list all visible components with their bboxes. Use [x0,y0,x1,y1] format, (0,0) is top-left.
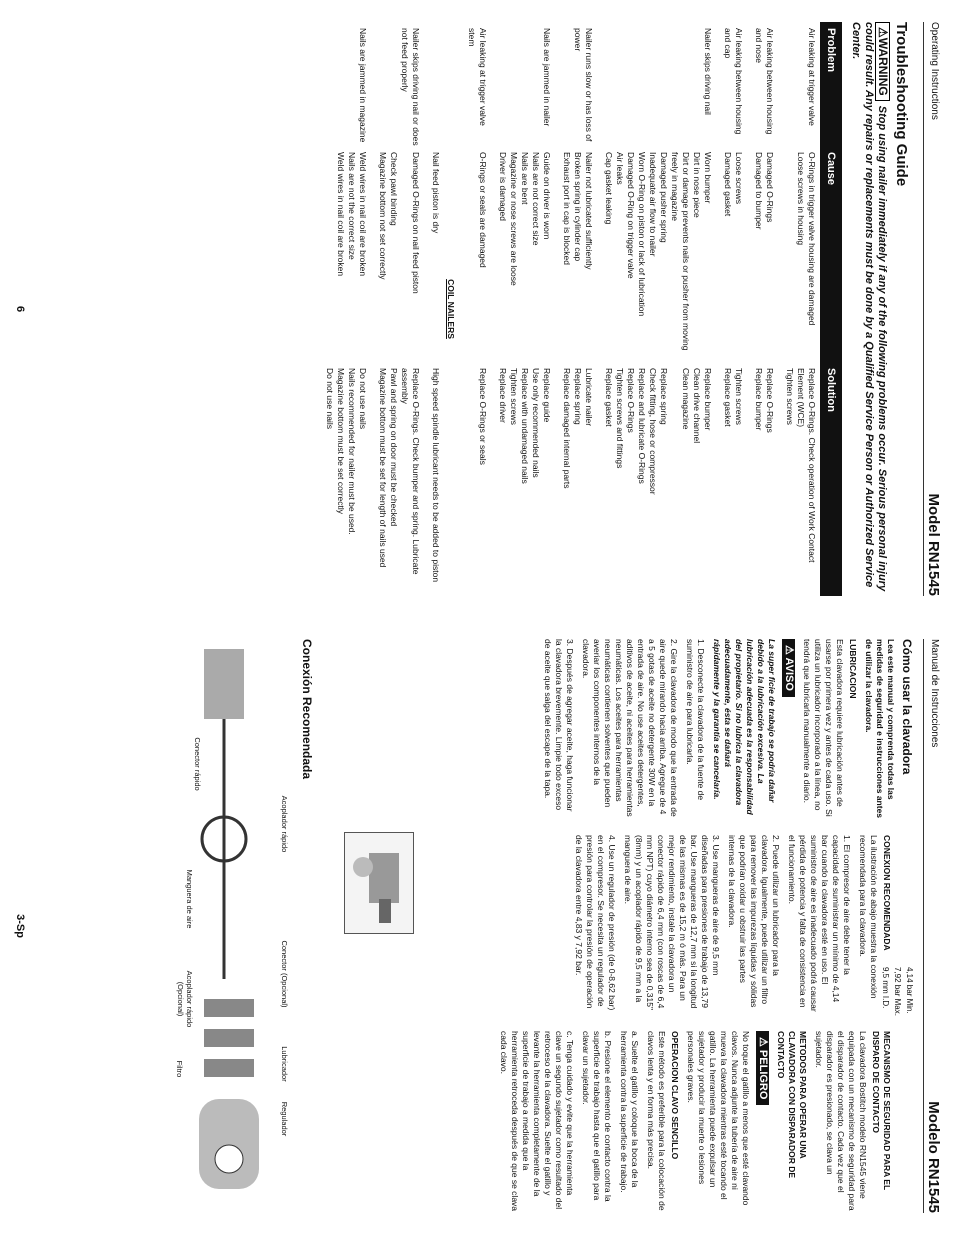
spanish-page [0,617,954,1235]
cell-solution: Replace O-Rings Replace bumper [754,368,775,433]
cell-cause: Damaged O-Rings on nail feed piston Check pawl binding Magazine bottom not set correctly [378,152,421,294]
nailer-oil-figure [344,832,414,934]
connection-diagram-icon [144,639,294,1213]
cell-cause: Worn bumper Dirt in nose piece Dirt or damage prevents nails or pusher from moving freely in magazine Damaged pusher spring Inadequate air flow to nailer Worn O-Ring on piston or lack of lubrication Damaged O-Ring on trigger valve Air leaks Cap gasket leaking [604,152,713,351]
cell-solution: Replace O-Rings. Check bumper and spring. Lubricate assembly Pawl and spring on door must be checked Magazine bottom must be set for length of nails used [378,368,421,575]
coil-table-body [318,22,444,596]
intro-text: Lea este manual y comprenda todas las medidas de seguridad e instrucciones antes de utilizar la clavadora. [864,639,896,819]
table-row [597,22,716,596]
cell-solution: High speed spindle lubricant needs to be added to piston [431,368,441,583]
table-row [555,22,597,596]
header-model: Model RN1545 [925,493,942,596]
sencillo-step-b: b. Presione el elemento de contacto contra la superficie de trabajo hasta que el gatillo para clavar un sujetador. [581,1031,613,1202]
column-2 [568,835,896,1015]
lub-step-1: 1. Desconecte la clavadora de la fuente de suministro de aire para lubricarla. [685,639,706,801]
warning-block [849,22,890,596]
cell-solution: Replace O-Rings or seals [478,368,488,465]
cell-problem: Nails are jammed in nailer [542,28,552,127]
label-lubricador: Lubricador [280,1046,289,1082]
label-filtro: Filtro [175,1060,184,1078]
conexion-step-4: 4. Use un regulador de presión (de 0-8,62 bar) en el compresor. Se necesita un regulador de presión para controlar la presión de operación de la clavadora entre 4,83 y 7,92 bar. [574,835,617,1011]
label-acoplador-opcional: Acoplador rápido (Opcional) [176,970,194,1028]
cell-solution: Tighten screws Replace gasket [723,368,744,427]
aviso-label: AVISO [783,657,795,691]
page-number: 6 [14,305,26,313]
header-rule [923,639,924,1213]
conexion-step-3: 3. Use mangueras de aire de 9,5 mm diseñadas para presiones de trabajo de 13,79 bar. Use mangueras de 12,7 mm si la longitud de las mismas es de 15,2 m ó más. Para un mejor rendimiento, instale la clavadora un conector rápido de 6,4 mm (con roscas de 6,4 mm NPT) cuyo diámetro interno sea de 0,315" (8mm) y un acoplador rápido de 9,5 mm a la manguera de aire. [623,835,721,1010]
cell-cause: Damaged O-Rings Damaged to bumper [754,152,775,230]
conexion-heading: CONEXION RECOMENDADA [882,835,892,951]
table-header [820,22,842,596]
lub-step-2: 2. Gire la clavadora de modo que la entrada de aire quede mirando hacia arriba. Agregue de 4 a 5 gotas de aceite no detergente 30W en la entrada de aire. No use aceites detergentes, aditivos de aceite, ni aceites para herramientas neumáticas. Los aceites para herramientas neumáticas contienen solventes que pueden averiar los componentes internos de la clavadora. [581,639,679,817]
cell-problem: Air leaking at trigger valve stem [467,28,488,126]
cell-solution: Do not use nails Nails recommended for nailer must be used. Magazine bottom must be set correctly Do not use nails [325,368,368,535]
cell-problem: Air leaking between housing and nose [754,28,775,135]
warning-text: Stop using nailer immediately if any of the following problems occur. Serious personal injury could result. Any repairs or replacements must be done by a Qualified Service Person or Authorized Service Center. [850,22,888,592]
cell-solution: Replace guide Use only recommended nails Replace with undamaged nails Tighten screws Replace driver [498,368,552,484]
header-rule [923,22,924,596]
warning-badge: ⚠WARNING [875,22,890,101]
cell-cause: Loose screws Damaged gasket [723,152,744,217]
page-title: Troubleshooting Guide [893,22,910,187]
sencillo-step-c: c. Tenga cuidado y evite que la herramienta clave un segundo sujetador como resultado del retroceso de la clavadora. Suelte el gatillo y levante la herramienta completamente de la superficie de trabajo a medida que la herramienta retroceda después de que se clava cada clavo. [499,1031,575,1212]
peligro-text: No toque el gatillo a menos que esté clavando clavos. Nunca adjunte la tubería de aire ni mueva la clavadora mientras esté tocando el gatillo. La herramienta puede expulsar un sujetador y producir la muerte o lesiones personales graves. [686,1031,751,1206]
page-number: 3-Sp [14,914,26,938]
label-acoplador-rapido: Acoplador rápido [280,795,289,853]
cell-cause: O-Rings in trigger valve housing are damaged Loose screws in housing [796,152,817,326]
cell-solution: Replace O-Rings. Check operation of Work Contact Element (WCE) Tighten screws [785,368,817,563]
cell-problem: Nailer runs slow or has loss of power [573,28,594,142]
sencillo-step-a: a. Suelte el gatillo y coloque la boca de la herramienta contra la superficie de trabajo. [619,1031,640,1193]
mecanismo-text: La clavadora Bostitch modelo RN1545 viene equipada con un mecanismo de seguridad para el disparador de contacto. Cada vez que el disparador es presionado, se clava un sujetador. [814,1031,868,1211]
conexion-intro: La ilustración de abajo muestra la conexión recomendada para la clavadora. [858,835,879,999]
column-1 [537,639,896,819]
header-problem: Problem [825,28,837,73]
cell-problem: Nails are jammed in magazine [358,28,368,143]
cell-solution: Lubricate nailer Replace spring Replace damaged internal parts [562,368,594,489]
conexion-step-1: 1. El compresor de aire debe tener la capacidad de suministrar un mínimo de 4,14 bar cuando la clavadora esté en uso. El suministro de aire es inadecuado podrá causar pérdida de potencia y falta de consistencia en el funcionamiento. [787,835,852,1012]
connection-diagram [144,639,294,1213]
gauge-max-label: 7,92 bar Max. [893,967,902,1016]
table-row [460,22,491,596]
lubricacion-heading: LUBRICACION [848,639,858,699]
nailer-icon [345,833,413,933]
sencillo-text: Este método es preferible para la colocación de clavos lenta y en forma más precisa. [646,1031,667,1211]
sencillo-heading: OPERACION CLAVO SENCILLO [670,1031,680,1160]
table-row [371,22,424,596]
cell-problem [430,22,441,146]
conexion-title: Conexión Recomendada [300,639,314,780]
peligro-label: PELIGRO [757,1049,769,1100]
label-conector-rapido: Conector rápido [193,737,202,791]
aviso-badge: ⚠ AVISO [782,639,795,697]
cell-problem: Air leaking at trigger valve [807,28,817,126]
cell-cause: Nailer not lubricated sufficiently Broken spring in cylinder cap Exhaust port in cap is blocked [562,152,594,270]
label-manguera: Manguera de aire [185,869,194,929]
warning-label: WARNING [876,37,890,96]
header-cause: Cause [825,152,837,186]
section-title: Cómo usar la clavadora [900,639,914,775]
gauge-min-label: 4,14 bar Min. [905,967,914,1014]
lub-step-3: 3. Después de agregar aceite, haga funcionar la clavadora brevemente. Limpie todo exceso de aceite que salga del escape de la tapa. [543,639,575,812]
table-row [424,22,444,596]
cell-problem: Nailer skips driving nail [703,28,713,115]
label-conector-opcional: Conector (Opcional) [280,940,289,1008]
lubricacion-text: Esta clavadora requiere lubricación antes de usarse por primera vez y antes de cada uso. Si utiliza un lubricador incorporado a la línea, no tendrá que lubricarla manualmente a diario. [802,639,845,817]
table-row [318,22,371,596]
table-row [747,22,778,596]
label-regulador: Regulador [280,1101,289,1137]
column-3 [493,1031,896,1213]
table-row [716,22,747,596]
peligro-badge: ⚠ PELIGRO [756,1031,769,1105]
cell-problem: Air leaking between housing and cap [723,28,744,135]
header-model: Modelo RN1545 [925,1101,942,1213]
cell-cause: Nail feed piston is dry [431,152,441,234]
aviso-text: La super ficie de trabajo se podría dañar debido a la lubricación excesiva. La lubricación adecuada es la responsabilidad del propietario. Si no lubrica la clavadora adecuadamente, ésta se dañará rápidamente y la garantía se cancelaría. [712,639,777,815]
table-row [778,22,820,596]
mecanismo-heading: MECANISMO DE SEGURIDAD PARA EL DISPARO DE CONTACTO [871,1031,892,1190]
table-body [460,22,820,596]
header-left: Operating Instructions [929,22,940,120]
cell-problem: Nailer skips driving nail or does not feed properly [400,28,421,146]
conexion-step-2: 2. Puede utilizar un lubricador para la clavadora. Igualmente, puede utilizar un filtro para remover las impurezas líquidas y sólidas que podrían oxidar u obstruir las partes internas de la clavadora. [727,835,781,1008]
cell-cause: O-Rings or seals are damaged [478,152,488,268]
coil-heading: COIL NAILERS [446,279,456,339]
header-left: Manual de Instrucciones [929,639,940,748]
cell-solution: Replace bumper Clean drive channel Clean magazine Replace spring Check fitting, hose or compressor Replace and lubricate O-Rings Replace O-Rings Tighten screws and fittings Replace gasket [604,368,713,495]
cell-cause: Weld wires in nail coil are broken Nails are not the correct size Weld wires in nail coil are broken [336,152,368,277]
cell-cause: Guide on driver is worn Nails are not correct size Nails are bent Magazine or nose screws are loose Driver is damaged [498,152,552,286]
hose-size-label: 9,5 mm I.D. [881,967,890,1009]
header-solution: Solution [825,368,837,412]
metodos-heading: METODOS PARA OPERAR UNA CLAVADORA CON DISPARADOR DE CONTACTO [776,1031,808,1179]
troubleshooting-table [318,22,842,596]
table-row [491,22,555,596]
